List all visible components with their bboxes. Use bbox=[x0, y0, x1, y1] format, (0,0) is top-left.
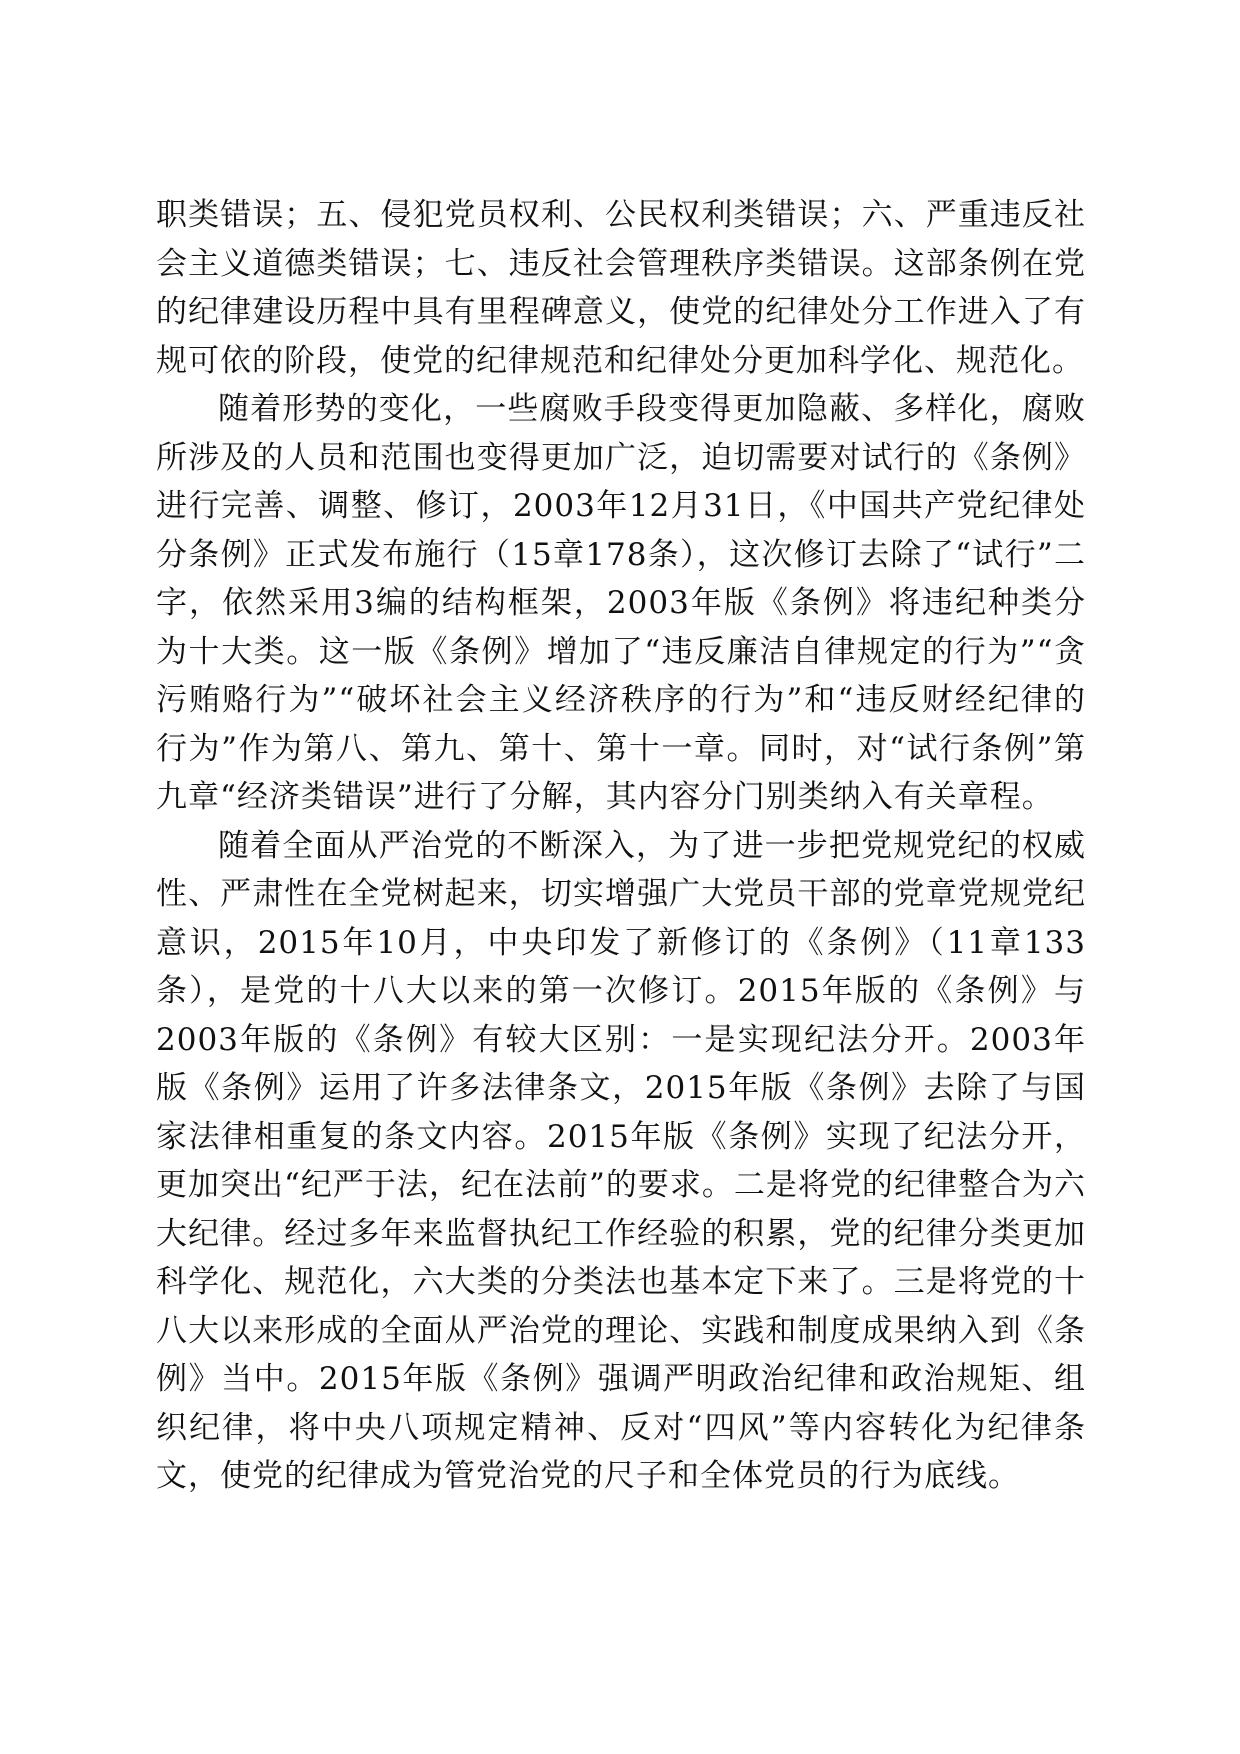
paragraph-3: 随着全面从严治党的不断深入，为了进一步把党规党纪的权威性、严肃性在全党树起来，切实增强广大党员干部的党章党规党纪意识，2015年10月，中央印发了新修订的《条例》（11章133条），是党的十八大以来的第一次修订。2015年版的《条例》与2003年版的《条例》有较大区别：一是实现纪法分开。2003年版《条例》运用了许多法律条文，2015年版《条例》去除了与国家法律相重复的条文内容。2015年版《条例》实现了纪法分开，更加突出“纪严于法，纪在法前”的要求。二是将党的纪律整合为六大纪律。经过多年来监督执纪工作经验的积累，党的纪律分类更加科学化、规范化，六大类的分类法也基本定下来了。三是将党的十八大以来形成的全面从严治党的理论、实践和制度成果纳入到《条例》当中。2015年版《条例》强调严明政治纪律和政治规矩、组织纪律，将中央八项规定精神、反对“四风”等内容转化为纪律条文，使党的纪律成为管党治党的尺子和全体党员的行为底线。 bbox=[156, 827, 1086, 1494]
paragraph-2: 随着形势的变化，一些腐败手段变得更加隐蔽、多样化，腐败所涉及的人员和范围也变得更加广泛，迫切需要对试行的《条例》进行完善、调整、修订，2003年12月31日，《中国共产党纪律处分条例》正式发布施行（15章178条），这次修订去除了“试行”二字，依然采用3编的结构框架，2003年版《条例》将违纪种类分为十大类。这一版《条例》增加了“违反廉洁自律规定的行为”“贪污贿赂行为”“破坏社会主义经济秩序的行为”和“违反财经纪律的行为”作为第八、第九、第十、第十一章。同时，对“试行条例”第九章“经济类错误”进行了分解，其内容分门别类纳入有关章程。 bbox=[156, 391, 1086, 815]
paragraph-1: 职类错误；五、侵犯党员权利、公民权利类错误；六、严重违反社会主义道德类错误；七、违反社会管理秩序类错误。这部条例在党的纪律建设历程中具有里程碑意义，使党的纪律处分工作进入了有规可依的阶段，使党的纪律规范和纪律处分更加科学化、规范化。 bbox=[156, 197, 1086, 379]
document-body bbox=[156, 191, 1086, 1501]
